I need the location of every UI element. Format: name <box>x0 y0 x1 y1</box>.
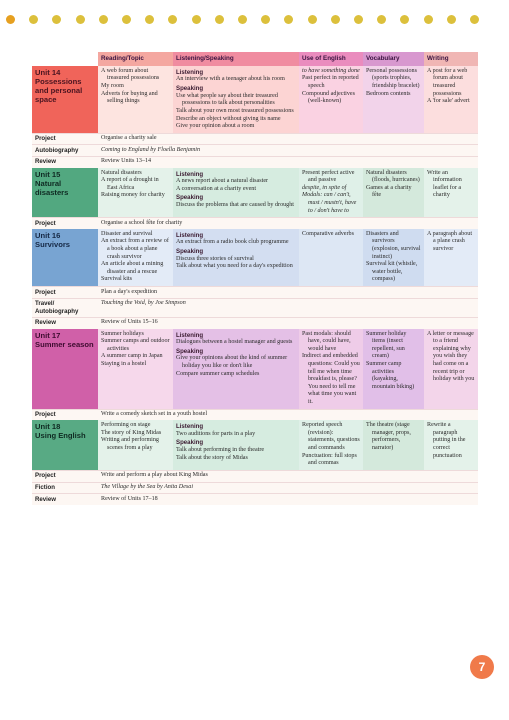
decorative-dot <box>238 15 247 24</box>
unit-row <box>32 229 478 287</box>
reading-cell <box>98 329 173 410</box>
use-item: to have something done <box>302 67 360 74</box>
vocab-item: Summer camp activities (kayaking, mountain biking) <box>366 360 415 390</box>
decorative-dot <box>122 15 131 24</box>
fiction-row <box>32 482 478 494</box>
listening-speaking-cell <box>173 66 299 133</box>
reading-item: A summer camp in Japan <box>101 353 163 360</box>
use-item: Present perfect active and passive <box>302 169 355 184</box>
unit-cell <box>32 168 98 218</box>
extra-text: Review of Units 15–16 <box>98 317 478 328</box>
extra-text: Organise a charity sale <box>98 133 478 145</box>
decorative-dot <box>377 15 386 24</box>
review-row <box>32 494 478 505</box>
listening-subheading: Listening <box>176 231 204 239</box>
speaking-subheading: Speaking <box>176 194 204 202</box>
decorative-dot <box>447 15 456 24</box>
vocabulary-cell <box>363 329 424 410</box>
reading-item: Summer camps and outdoor activities <box>101 338 170 352</box>
unit-number: Unit 14 <box>35 67 61 77</box>
vocab-item: Summer holiday items (insect repellent, sun cream) <box>366 330 407 360</box>
unit-title: Summer season <box>35 339 94 349</box>
writing-item: A letter or message to a friend explaining why you wish they had come on a recent trip or holiday with you <box>427 330 475 383</box>
unit-title: Possessions and personal space <box>35 76 83 105</box>
use-item: Compound adjectives (well-known) <box>302 90 355 105</box>
speaking-subheading: Speaking <box>176 347 204 355</box>
vocabulary-cell <box>363 229 424 287</box>
extra-label: Autobiography <box>32 145 98 157</box>
use-item: Modals: can / can't, must / mustn't, have to / don't have to <box>302 192 357 214</box>
writing-cell <box>424 329 478 410</box>
writing-item: A post for a web forum about treasured possessions <box>427 67 468 97</box>
extra-label: Travel/ Autobiography <box>32 298 98 317</box>
writing-cell <box>424 168 478 218</box>
extra-label: Review <box>32 494 98 505</box>
decorative-dot <box>424 15 433 24</box>
extra-label: Project <box>32 409 98 420</box>
listening-speaking-cell <box>173 420 299 470</box>
unit-row <box>32 168 478 218</box>
header-unit-blank <box>32 52 98 66</box>
listening-item: A conversation at a charity event <box>176 185 257 192</box>
writing-item: Write an information leaflet for a charity <box>427 169 462 199</box>
use-of-english-cell <box>299 168 363 218</box>
speaking-item: Talk about your own most treasured possessions <box>176 107 294 114</box>
use-item: Comparative adverbs <box>302 230 354 237</box>
review-row <box>32 317 478 328</box>
speaking-subheading: Speaking <box>176 85 204 93</box>
reading-cell <box>98 420 173 470</box>
listening-subheading: Listening <box>176 331 204 339</box>
decorative-dot <box>284 15 293 24</box>
decorative-dot <box>331 15 340 24</box>
writing-cell <box>424 420 478 470</box>
decorative-dot <box>168 15 177 24</box>
extra-label: Project <box>32 133 98 145</box>
listening-item: An interview with a teenager about his room <box>176 76 285 83</box>
reading-item: A web forum about treasured possessions <box>101 67 160 82</box>
syllabus-table <box>32 52 478 505</box>
use-item: Past perfect in reported speech <box>302 75 359 90</box>
extra-text: The Village by the Sea by Anita Desai <box>98 482 478 494</box>
vocab-item: Games at a charity fête <box>366 184 412 199</box>
extra-label: Fiction <box>32 482 98 494</box>
use-of-english-cell <box>299 420 363 470</box>
extra-label: Review <box>32 317 98 328</box>
project-row <box>32 470 478 482</box>
vocabulary-cell <box>363 66 424 133</box>
writing-cell <box>424 229 478 287</box>
header-row <box>32 52 478 66</box>
reading-item: Performing on stage <box>101 422 151 429</box>
decorative-dot <box>145 15 154 24</box>
vocabulary-cell <box>363 168 424 218</box>
project-row <box>32 409 478 420</box>
speaking-item: Compare summer camp schedules <box>176 370 260 377</box>
extra-text: Plan a day's expedition <box>98 287 478 299</box>
speaking-item: Give your opinion about a room <box>176 123 255 130</box>
listening-subheading: Listening <box>176 423 204 431</box>
project-row <box>32 133 478 145</box>
unit-number: Unit 15 <box>35 169 61 179</box>
decorative-dot <box>52 15 61 24</box>
unit-title: Natural disasters <box>35 178 69 197</box>
decorative-dot <box>400 15 409 24</box>
extra-text: Write a comedy sketch set in a youth hostel <box>98 409 478 420</box>
extra-label: Project <box>32 470 98 482</box>
listening-speaking-cell <box>173 229 299 287</box>
unit-cell <box>32 329 98 410</box>
listening-subheading: Listening <box>176 68 204 76</box>
unit-cell <box>32 420 98 470</box>
reading-cell <box>98 168 173 218</box>
autobiography-row <box>32 145 478 157</box>
extra-text: Coming to England by Floella Benjamin <box>98 145 478 157</box>
use-of-english-cell <box>299 229 363 287</box>
speaking-item: Use what people say about their treasured possessions to talk about personalities <box>176 92 278 107</box>
decorative-dot <box>29 15 38 24</box>
writing-item: A paragraph about a plane crash survivor <box>427 230 473 253</box>
reading-item: A report of a drought in East Africa <box>101 177 159 191</box>
reading-item: Staying in a hostel <box>101 360 147 367</box>
extra-text: Organise a school fête for charity <box>98 218 478 229</box>
listening-speaking-cell <box>173 329 299 410</box>
extra-text: Review of Units 17–18 <box>98 494 478 505</box>
vocab-item: Survival kit (whistle, water bottle, compass) <box>366 261 418 283</box>
speaking-item: Talk about the story of Midas <box>176 454 248 461</box>
extra-text: Review Units 13–14 <box>98 156 478 167</box>
reading-item: Adverts for buying and selling things <box>101 90 158 105</box>
unit-number: Unit 16 <box>35 230 61 240</box>
vocab-item: The theatre (stage manager, props, performers, narrator) <box>366 422 411 452</box>
vocab-item: Disasters and survivors (explosion, survival instinct) <box>366 230 421 260</box>
speaking-item: Describe an object without giving its name <box>176 115 281 122</box>
use-of-english-cell <box>299 329 363 410</box>
header-reading: Reading/Topic <box>98 52 173 66</box>
reading-item: Writing and performing scenes from a play <box>101 437 159 452</box>
travel-autobiography-row <box>32 298 478 317</box>
speaking-item: Talk about performing in the theatre <box>176 447 265 454</box>
reading-cell <box>98 66 173 133</box>
speaking-item: Discuss the problems that are caused by drought <box>176 202 294 208</box>
extra-label: Review <box>32 156 98 167</box>
listening-item: An extract from a radio book club programme <box>176 239 289 246</box>
use-item: despite, in spite of <box>302 184 347 191</box>
use-item: Indirect and embedded questions: Could you tell me when time breakfast is, please? You need to tell me what time you want it. <box>302 353 360 406</box>
reading-item: Disaster and survival <box>101 230 153 237</box>
decorative-dot <box>470 15 479 24</box>
unit-row <box>32 420 478 470</box>
page-number-badge: 7 <box>470 655 494 679</box>
reading-item: An extract from a review of a book about a plane crash survivor <box>101 238 169 260</box>
header-writing: Writing <box>424 52 478 66</box>
unit-row <box>32 66 478 133</box>
writing-cell <box>424 66 478 133</box>
speaking-item: Talk about what you need for a day's expedition <box>176 263 293 270</box>
project-row <box>32 218 478 229</box>
speaking-subheading: Speaking <box>176 248 204 256</box>
decorative-dot-row <box>0 0 509 42</box>
extra-text: Touching the Void, by Joe Simpson <box>98 298 478 317</box>
speaking-item: Give your opinions about the kind of summer holiday you like or don't like <box>176 355 288 369</box>
speaking-item: Discuss three stories of survival <box>176 255 254 262</box>
header-use-of-english: Use of English <box>299 52 363 66</box>
reading-item: The story of King Midas <box>101 429 162 436</box>
reading-item: Natural disasters <box>101 169 142 176</box>
project-row <box>32 287 478 299</box>
writing-item: Rewrite a paragraph putting in the correct punctuation <box>427 422 466 459</box>
vocab-item: Natural disasters (floods, hurricanes) <box>366 169 420 184</box>
vocabulary-cell <box>363 420 424 470</box>
unit-title: Using English <box>35 431 86 441</box>
listening-item: Dialogues between a hostel manager and guests <box>176 339 293 346</box>
unit-number: Unit 17 <box>35 330 61 340</box>
unit-cell <box>32 66 98 133</box>
use-item: Past modals: should have, could have, would have <box>302 330 351 352</box>
header-listening: Listening/Speaking <box>173 52 299 66</box>
listening-item: Two auditions for parts in a play <box>176 430 256 437</box>
extra-label: Project <box>32 218 98 229</box>
speaking-subheading: Speaking <box>176 439 204 447</box>
decorative-dot <box>308 15 317 24</box>
decorative-dot <box>261 15 270 24</box>
use-item: Punctuation: full stops and commas <box>302 452 357 467</box>
listening-subheading: Listening <box>176 170 204 178</box>
decorative-dot <box>76 15 85 24</box>
listening-speaking-cell <box>173 168 299 218</box>
decorative-dot <box>354 15 363 24</box>
vocab-item: Personal possessions (sports trophies, friendship bracelet) <box>366 67 420 90</box>
reading-item: Survival kits <box>101 276 132 283</box>
reading-item: An article about a mining disaster and a rescue <box>101 261 164 275</box>
unit-cell <box>32 229 98 287</box>
unit-number: Unit 18 <box>35 422 61 432</box>
reading-cell <box>98 229 173 287</box>
decorative-dot <box>99 15 108 24</box>
unit-title: Survivors <box>35 239 71 249</box>
extra-text: Write and perform a play about King Midas <box>98 470 478 482</box>
reading-item: Raising money for charity <box>101 192 165 199</box>
decorative-dot <box>215 15 224 24</box>
unit-row <box>32 329 478 410</box>
reading-item: Summer holidays <box>101 330 144 337</box>
decorative-dot <box>6 15 15 24</box>
header-vocabulary: Vocabulary <box>363 52 424 66</box>
use-of-english-cell <box>299 66 363 133</box>
extra-label: Project <box>32 287 98 299</box>
decorative-dot <box>192 15 201 24</box>
writing-item: A 'for sale' advert <box>427 98 470 105</box>
review-row <box>32 156 478 167</box>
listening-item: A news report about a natural disaster <box>176 178 269 185</box>
vocab-item: Bedroom contents <box>366 90 411 97</box>
reading-item: My room <box>101 83 124 90</box>
use-item: Reported speech (revision): statements, questions and commands <box>302 422 360 452</box>
